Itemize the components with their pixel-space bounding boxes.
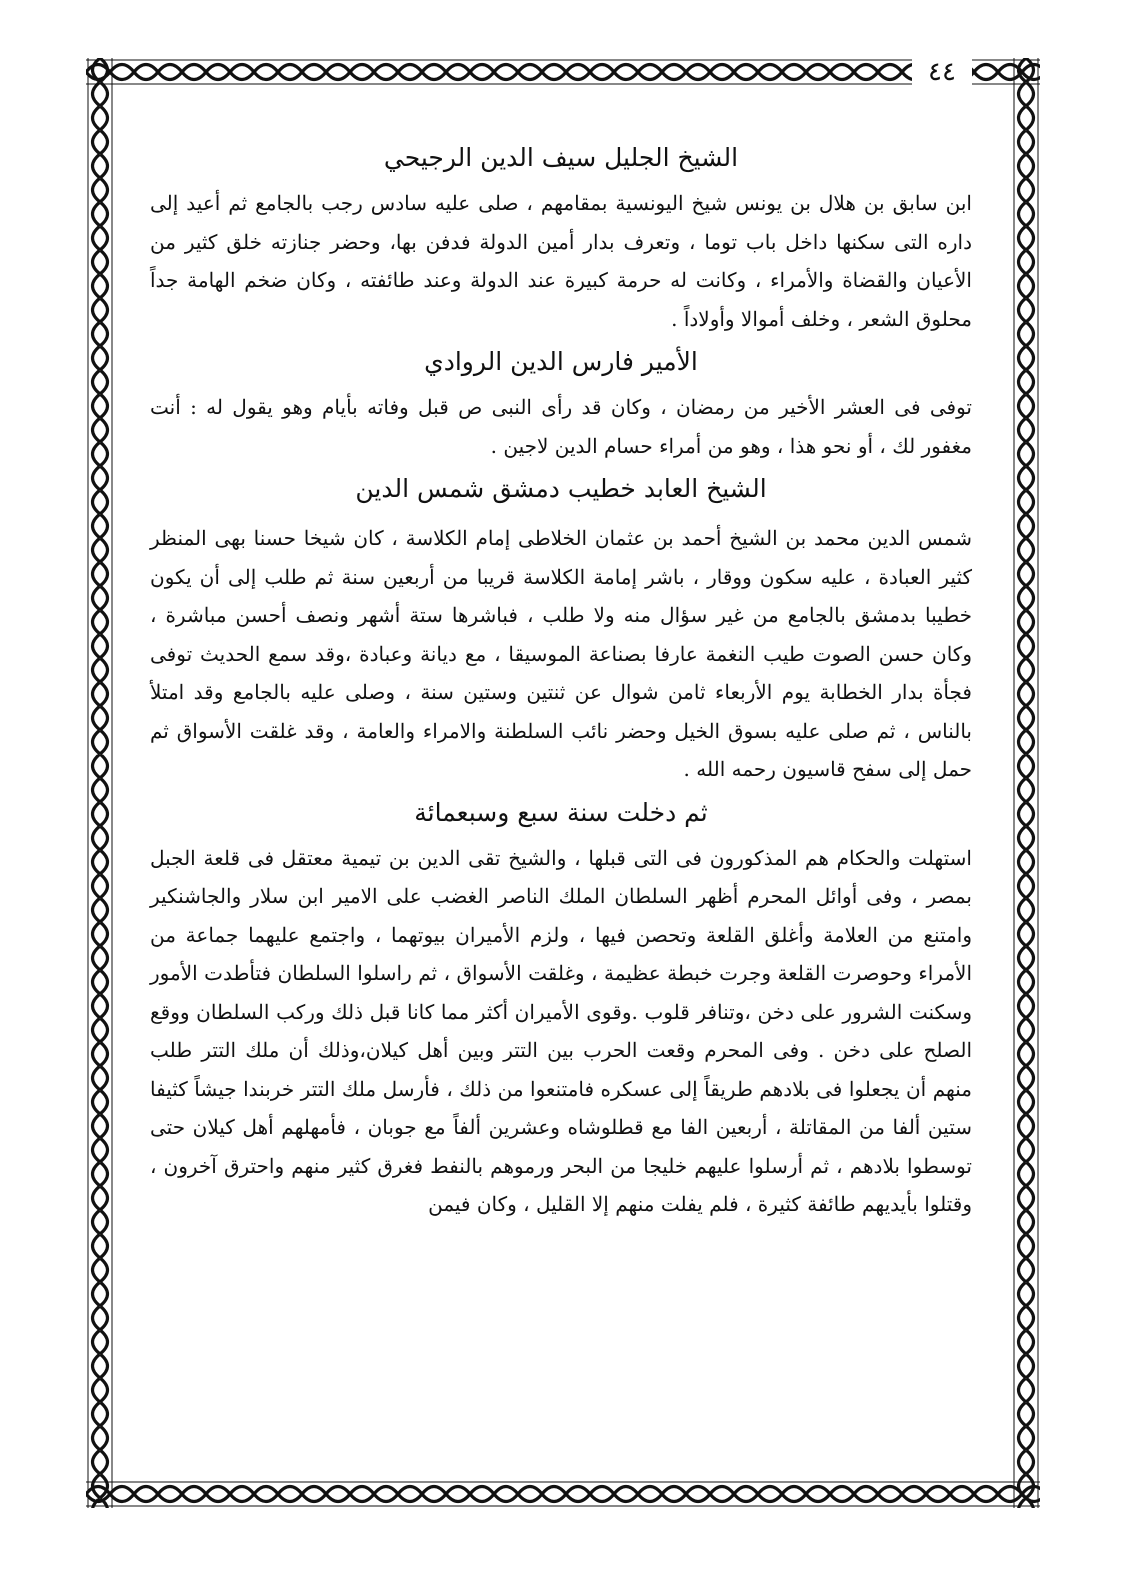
heading-saif-al-din: الشيخ الجليل سيف الدين الرجيحي — [383, 143, 739, 172]
paragraph-faris-al-din: توفى فى العشر الأخير من رمضان ، وكان قد رأى النبى ص قبل وفاته بأيام وهو يقول له : أنت مغفور لك ، أو نحو هذا ، وهو من أمراء حسام الدين لاجين . — [150, 395, 972, 458]
heading-shams-al-din: الشيخ العابد خطيب دمشق شمس الدين — [355, 474, 767, 503]
paragraph-shams-al-din: شمس الدين محمد بن الشيخ أحمد بن عثمان الخلاطى إمام الكلاسة ، كان شيخا حسنا بهى المنظر كثير العبادة ، عليه سكون ووقار ، باشر إمامة الكلاسة قريبا من أربعين سنة ثم طلب إلى أن يكون خطيبا بدمشق بالجامع من غير سؤال منه ولا طلب ، فباشرها ستة أشهر ونصف أحسن مباشرة ، وكان حسن الصوت طيب النغمة عارفا بصناعة الموسيقا ، مع ديانة وعبادة ،وقد سمع الحديث توفى فجأة بدار الخطابة يوم الأربعاء ثامن شوال عن ثنتين وستين سنة ، وصلى عليه بالجامع وقد امتلأ بالناس ، ثم صلى عليه بسوق الخيل وحضر نائب السلطنة والامراء والعامة ، وقد غلقت الأسواق ثم حمل إلى سفح قاسيون رحمه الله . — [150, 526, 972, 781]
paragraph-year-707: استهلت والحكام هم المذكورون فى التى قبلها ، والشيخ تقى الدين بن تيمية معتقل فى قلعة الجبل بمصر ، وفى أوائل المحرم أظهر السلطان الملك الناصر الغضب على الامير ابن سلار والجاشنكير وامتنع من العلامة وأغلق القلعة وتحصن فيها ، ولزم الأميران بيوتهما ، واجتمع عليهما جماعة من الأمراء وحوصرت القلعة وجرت خبطة عظيمة ، وغلقت الأسواق ، ثم راسلوا السلطان فتأطدت الأمور وسكنت الشرور على دخن ،وتنافر قلوب .وقوى الأميران أكثر مما كانا قبل ذلك وركب السلطان ووقع الصلح على دخن . وفى المحرم وقعت الحرب بين التتر وبين أهل كيلان،وذلك أن ملك التتر طلب منهم أن يجعلوا فى بلادهم طريقاً إلى عسكره فامتنعوا من ذلك ، فأرسل ملك التتر خربندا جيشاً كثيفا ستين ألفا من المقاتلة ، أربعين الفا مع قطلوشاه وعشرين ألفاً مع جوبان ، فأمهلهم أهل كيلان حتى توسطوا بلادهم ، ثم أرسلوا عليهم خليجا من البحر ورموهم بالنفط فغرق كثير منهم واحترق آخرون ، وقتلوا بأيديهم طائفة كثيرة ، فلم يفلت منهم إلا القليل ، وكان فيمن — [150, 845, 973, 1216]
heading-faris-al-din: الأمير فارس الدين الروادي — [424, 347, 698, 376]
heading-year-707: ثم دخلت سنة سبع وسبعمائة — [414, 797, 708, 827]
page-body — [150, 138, 972, 1482]
page-number: ٤٤ — [912, 54, 972, 90]
paragraph-saif-al-din: ابن سابق بن هلال بن يونس شيخ اليونسية بمقامهم ، صلى عليه سادس رجب بالجامع ثم أعيد إلى داره التى سكنها داخل باب توما ، وتعرف بدار أمين الدولة فدفن بها، وحضر جنازته خلق كثير من الأعيان والقضاة والأمراء ، وكانت له حرمة كبيرة عند الدولة وعند طائفته ، وكان ضخم الهامة جداً محلوق الشعر ، وخلف أموالا وأولاداً . — [150, 191, 972, 331]
